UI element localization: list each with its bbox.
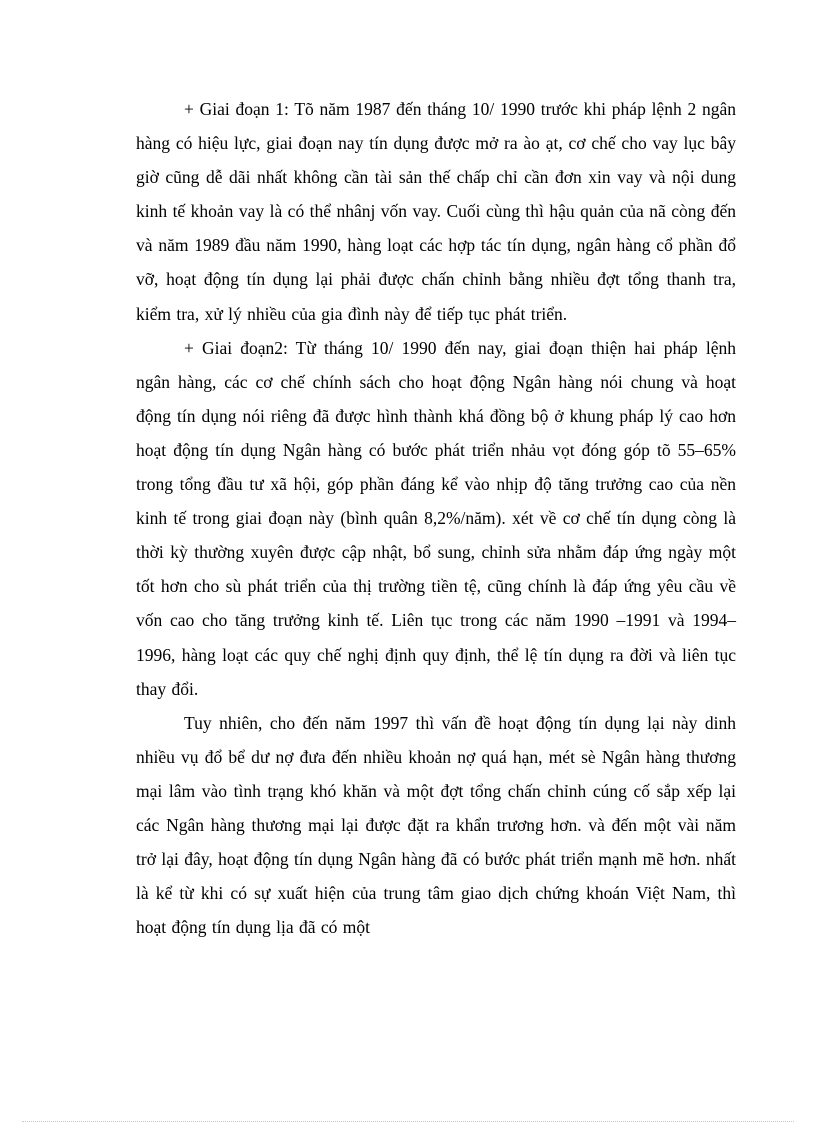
paragraph-however: Tuy nhiên, cho đến năm 1997 thì vấn đề hoạt động tín dụng lại này dinh nhiều vụ đổ bể dư nợ đưa đến nhiều khoản nợ quá hạn, mét sè Ngân hàng thương mại lâm vào tình trạng khó khăn và một đợt tổng chấn chỉnh cúng cố sắp xếp lại các Ngân hàng thương mại lại được đặt ra khẩn trương hơn. và đến một vài năm trở lại đây, hoạt động tín dụng Ngân hàng đã có bước phát triển mạnh mẽ hơn. nhất là kể từ khi có sự xuất hiện của trung tâm giao dịch chứng khoán Việt Nam, thì hoạt động tín dụng lịa đã có một — [136, 712, 736, 938]
paragraph-stage-1: + Giai đoạn 1: Tõ năm 1987 đến tháng 10/ 1990 trước khi pháp lệnh 2 ngân hàng có hiệu lực, giai đoạn nay tín dụng được mở ra ào ạt, cơ chế cho vay lục bây giờ cũng dễ dãi nhất không cần tài sản thế chấp chỉ cần đơn xin vay và nội dung kinh tế khoản vay là có thể nhânj vốn vay. Cuối cùng thì hậu quản của nã còng đến và năm 1989 đầu năm 1990, hàng loạt các hợp tác tín dụng, ngân hàng cổ phần đổ vỡ, hoạt động tín dụng lại phải được chấn chỉnh bằng nhiều đợt tổng thanh tra, kiểm tra, xử lý nhiều của gia đình này để tiếp tục phát triển. — [136, 99, 736, 324]
document-body — [136, 92, 736, 944]
paragraph-stage-2: + Giai đoạn2: Từ tháng 10/ 1990 đến nay, giai đoạn thiện hai pháp lệnh ngân hàng, các cơ chế chính sách cho hoạt động Ngân hàng nói chung và hoạt động tín dụng nói riêng đã được hình thành khá đồng bộ ở khung pháp lý cao hơn hoạt động tín dụng Ngân hàng có bước phát triển nhảu vọt đóng góp tõ 55–65% trong tổng đầu tư xã hội, góp phần đáng kể vào nhịp độ tăng trưởng cao của nền kinh tế trong giai đoạn này (bình quân 8,2%/năm). xét về cơ chế tín dụng còng là thời kỳ thường xuyên được cập nhật, bổ sung, chỉnh sửa nhằm đáp ứng ngày một tốt hơn cho sù phát triển của thị trường tiền tệ, cũng chính là đáp ứng yêu cầu về vốn cao cho tăng trưởng kinh tế. Liên tục trong các năm 1990 –1991 và 1994–1996, hàng loạt các quy chế nghị định quy định, thể lệ tín dụng ra đời và liên tục thay đổi. — [136, 337, 736, 699]
page-bottom-divider — [22, 1121, 794, 1122]
